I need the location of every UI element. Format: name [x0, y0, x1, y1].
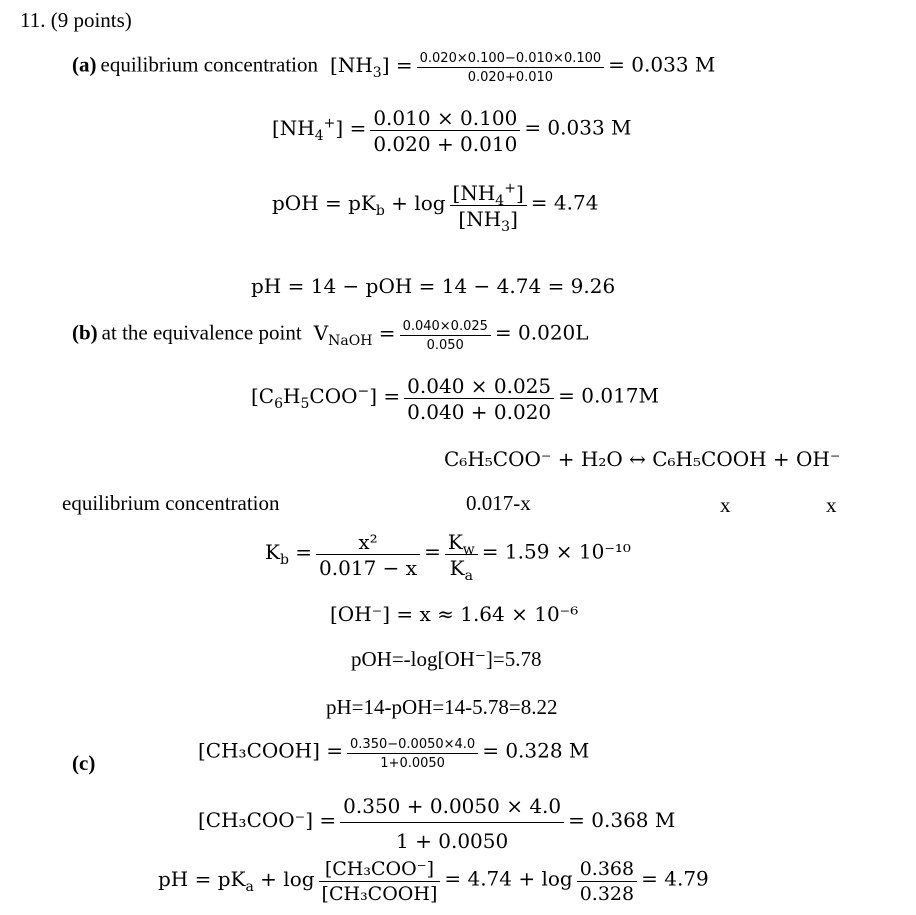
- acetic-acid-denominator: 1+0.0050: [380, 756, 445, 771]
- kb-denominator-x: 0.017 − x: [319, 556, 418, 580]
- part-b-poh-line: pOH=-log[OH⁻]=5.78: [351, 647, 542, 671]
- part-c-ph-line: [158, 860, 709, 904]
- part-b-volume-line: [72, 320, 589, 352]
- part-c-ph-numerator: [CH₃COO⁻]: [319, 860, 441, 882]
- hydrolysis-reaction: C₆H₅COO⁻ + H₂O ↔ C₆H₅COOH + OH⁻: [444, 447, 841, 471]
- part-c-label-wrap: [72, 753, 95, 774]
- nh3-denominator: 0.020+0.010: [467, 70, 554, 85]
- volume-numerator: 0.040×0.025: [400, 320, 491, 336]
- acetate-symbol: [CH₃COO⁻] =: [198, 808, 337, 833]
- kb-fraction-x: [316, 532, 420, 578]
- part-c-ph-fraction: [319, 860, 441, 904]
- v-naoh-symbol: $V_{NaOH}$ =: [313, 320, 396, 349]
- part-c-ph-denominator: [CH₃COOH]: [321, 883, 438, 905]
- nh3-result: = 0.033 M: [608, 52, 716, 77]
- acetic-acid-symbol: [CH₃COOH] =: [198, 738, 344, 763]
- eq-conc-benzoate: 0.017-x: [466, 491, 531, 515]
- acetic-acid-line: [198, 738, 589, 770]
- poh-result: = 4.74: [530, 190, 599, 215]
- acetate-result: = 0.368 M: [568, 808, 676, 833]
- benzoate-denominator: 0.040 + 0.020: [407, 400, 552, 424]
- nh4-line: [272, 108, 632, 154]
- poh-fraction: [450, 180, 527, 235]
- kb-denominator-ka: $K_a$: [449, 556, 473, 584]
- part-a-nh3-line: [72, 52, 715, 84]
- kb-equals: =: [424, 539, 441, 564]
- part-a-label: (a): [72, 52, 97, 77]
- acetate-numerator: 0.350 + 0.0050 × 4.0: [340, 796, 564, 823]
- nh4-fraction: [370, 108, 520, 154]
- part-c-ratio-denominator: 0.328: [579, 883, 635, 905]
- poh-lhs: pOH = $pK_b + \log$: [272, 190, 446, 219]
- nh4-numerator: 0.010 × 0.100: [370, 108, 520, 131]
- part-b-label: (b): [72, 320, 98, 345]
- acetate-fraction: [340, 796, 564, 851]
- nh3-fraction: [417, 52, 605, 84]
- benzoate-numerator: 0.040 × 0.025: [404, 376, 554, 399]
- part-c-ratio-fraction: [577, 860, 637, 904]
- poh-henderson-line: [272, 180, 599, 235]
- volume-denominator: 0.050: [426, 338, 464, 353]
- question-header: 11. (9 points): [20, 8, 132, 32]
- part-b-intro: at the equivalence point: [101, 320, 302, 345]
- part-c-ph-result: = 4.79: [641, 866, 709, 891]
- equilibrium-label: equilibrium concentration: [62, 491, 280, 515]
- part-c-ph-mid: = 4.74 + log: [444, 866, 573, 891]
- part-c-label: (c): [72, 751, 96, 775]
- benzoate-conc-line: [251, 376, 659, 422]
- volume-fraction: [400, 320, 491, 352]
- eq-conc-acid: x: [720, 493, 731, 517]
- part-a-ph-line: pH = 14 − pOH = 14 − 4.74 = 9.26: [251, 274, 616, 298]
- kb-symbol: $K_b$ =: [265, 539, 313, 568]
- benzoate-symbol: $[C_6H_5COO^-]$ =: [251, 383, 401, 412]
- nh3-numerator: 0.020×0.100−0.010×0.100: [417, 52, 605, 68]
- poh-denominator: $[NH_3]$: [458, 207, 518, 235]
- hydroxide-line: [OH⁻] = x ≈ 1.64 × 10⁻⁶: [330, 602, 579, 626]
- kb-result: = 1.59 × 10⁻¹⁰: [481, 539, 631, 564]
- nh4-symbol: $[NH_4^+]$ =: [272, 115, 367, 144]
- acetate-denominator: 1 + 0.0050: [396, 829, 509, 853]
- kb-numerator-kw: $K_w$: [445, 532, 478, 555]
- nh4-denominator: 0.020 + 0.010: [373, 132, 518, 156]
- kb-line: [265, 530, 631, 584]
- acetic-acid-result: = 0.328 M: [482, 738, 590, 763]
- volume-result: = 0.020L: [494, 320, 589, 345]
- acetate-line: [198, 796, 675, 851]
- kb-numerator-x: x²: [316, 532, 420, 555]
- part-c-ratio-numerator: 0.368: [577, 860, 637, 882]
- acetic-acid-fraction: [347, 738, 478, 770]
- part-c-ph-lhs: pH = $pK_a + \log$: [158, 866, 315, 895]
- eq-conc-hydroxide: x: [826, 493, 837, 517]
- benzoate-fraction: [404, 376, 554, 422]
- poh-numerator: $[NH_4^+]$: [450, 183, 527, 206]
- part-b-ph-line: pH=14-pOH=14-5.78=8.22: [326, 695, 558, 719]
- nh3-symbol: $[NH_3]$ =: [330, 52, 413, 81]
- benzoate-result: = 0.017M: [558, 383, 660, 408]
- nh4-result: = 0.033 M: [524, 115, 632, 140]
- acetic-acid-numerator: 0.350−0.0050×4.0: [347, 738, 478, 754]
- kb-fraction-kw: [445, 530, 478, 584]
- part-a-intro: equilibrium concentration: [100, 52, 319, 77]
